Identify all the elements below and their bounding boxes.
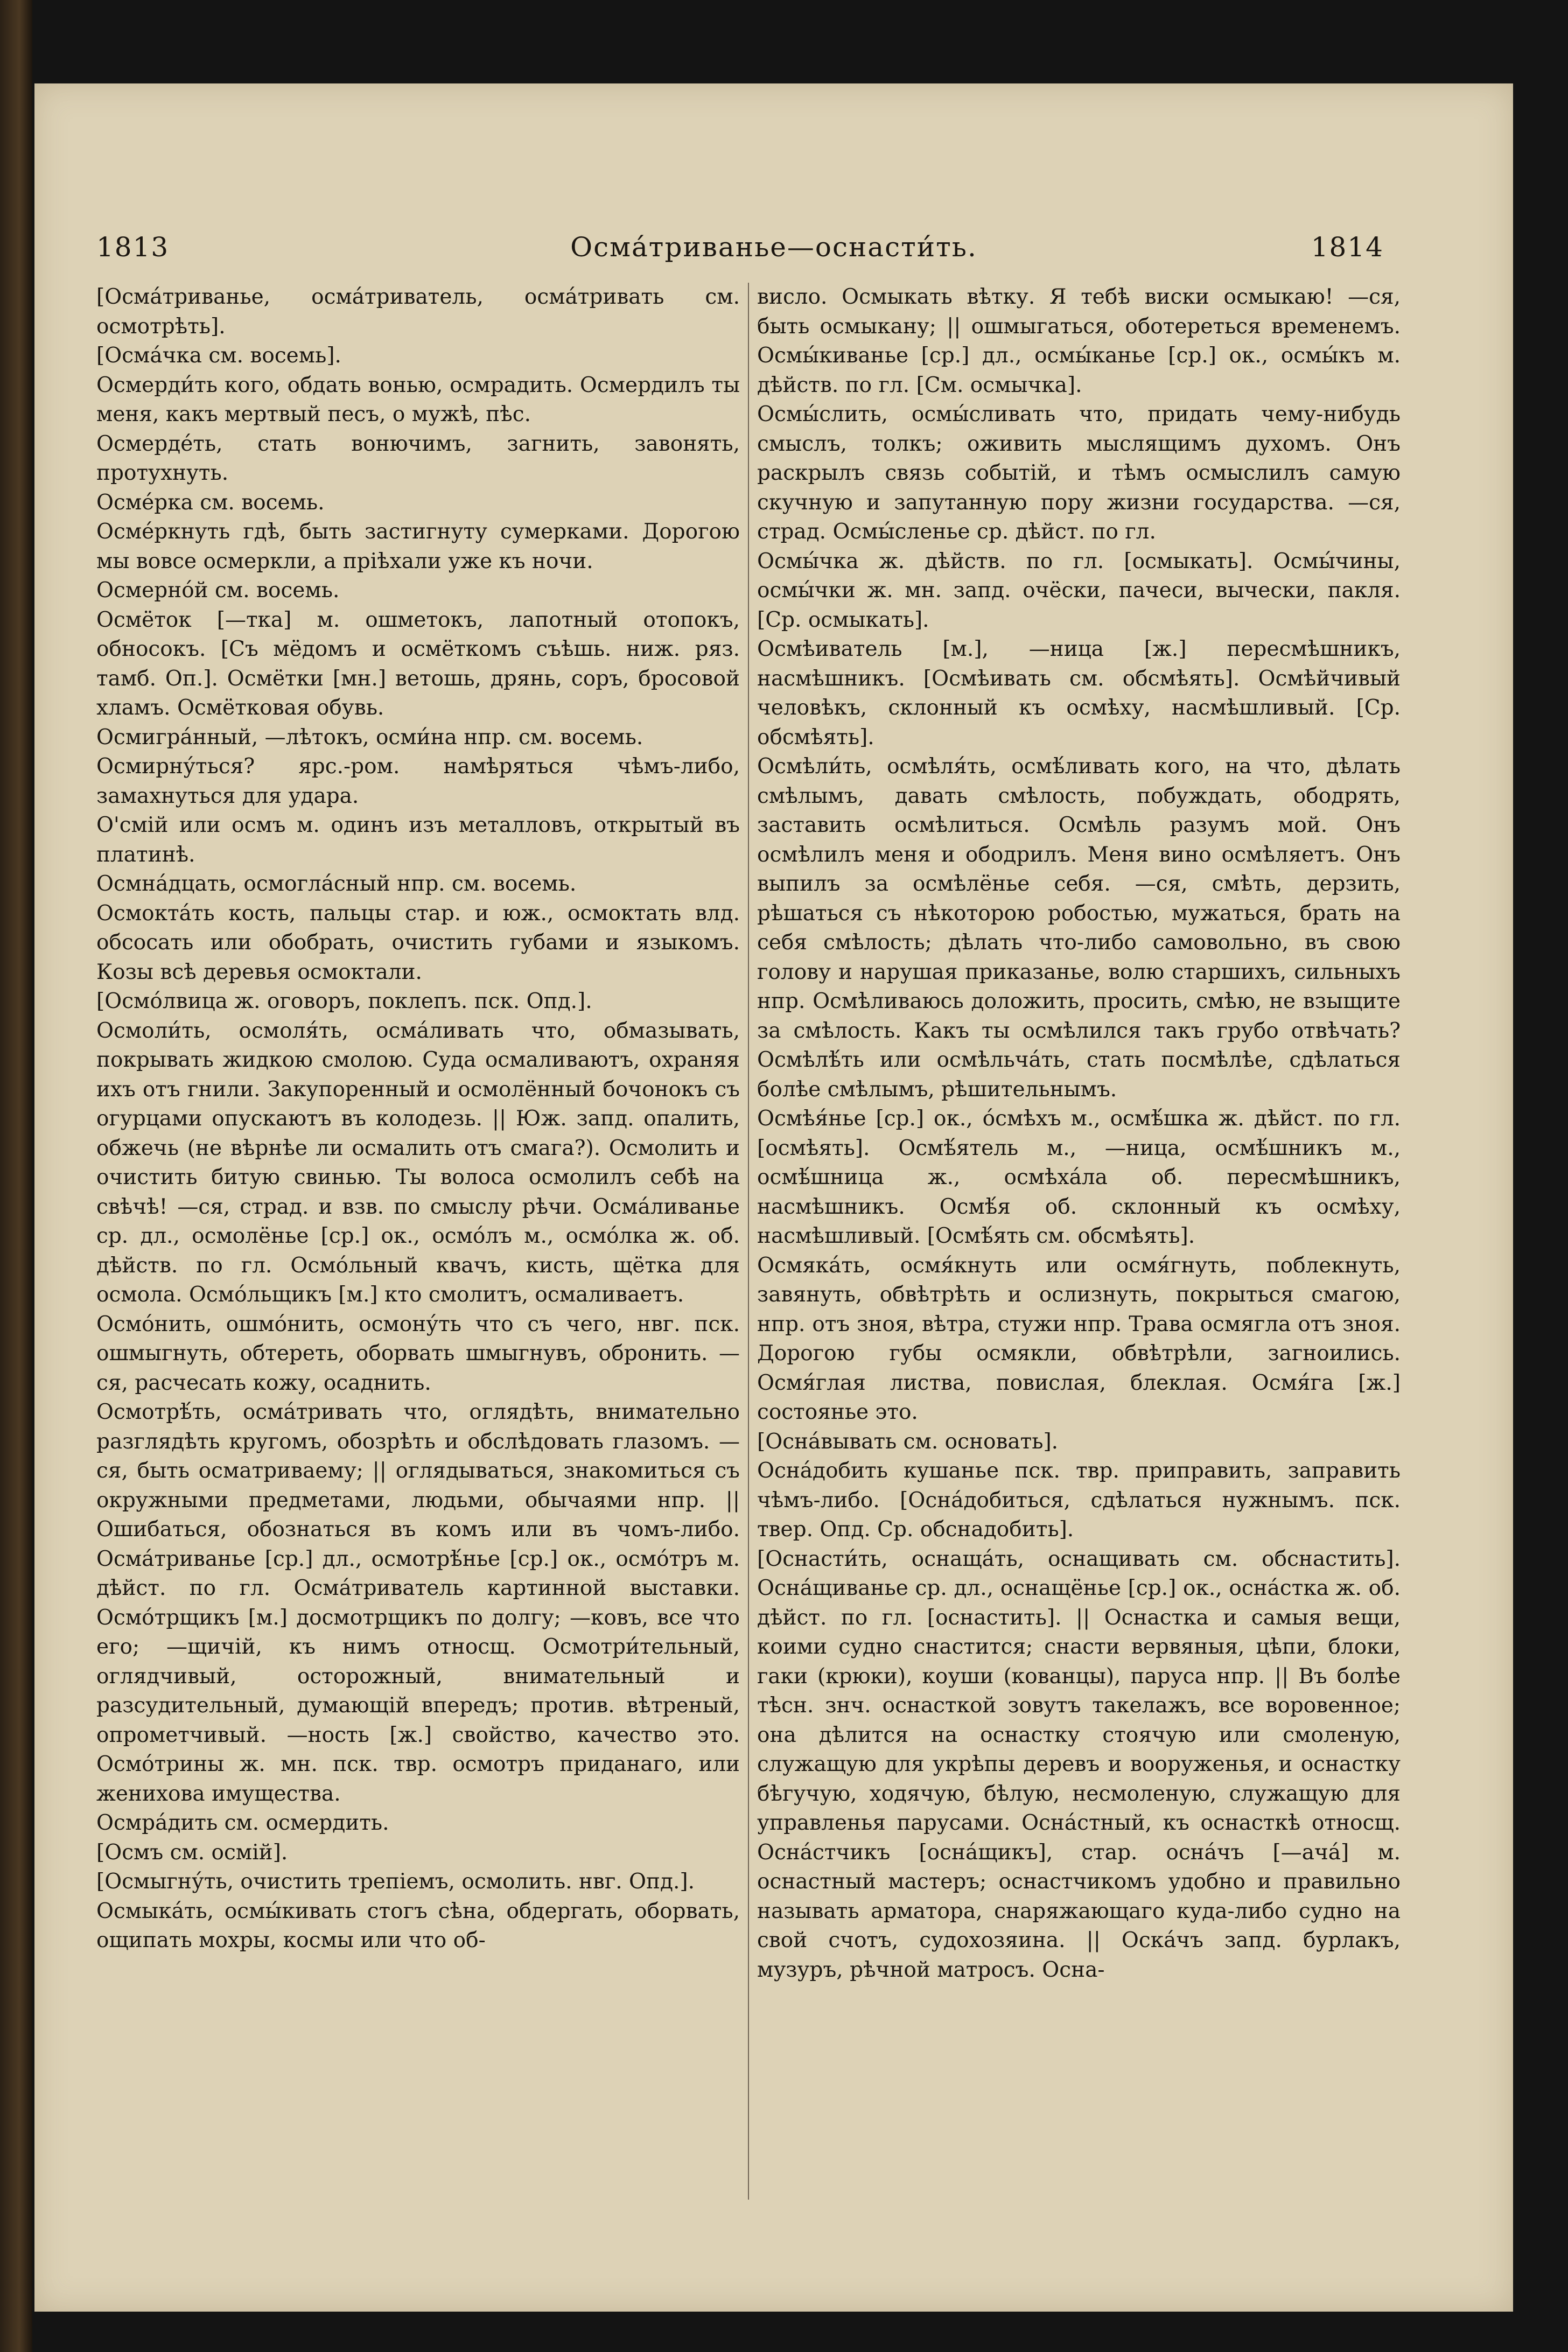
page-number-right: 1814 [1311, 232, 1384, 263]
dictionary-entry: Осмерде́ть, стать вонючимъ, загнить, завонять, протухнуть. [96, 431, 740, 485]
dictionary-entry: Осмоли́ть, осмоля́ть, осма́ливать что, обмазывать, покрывать жидкою смолою. Суда осмаливаютъ, охраняя ихъ отъ гнили. Закупоренный и осмолённый бочонокъ съ огурцами опускаютъ въ колодезь. || Юж. запд. опалить, обжечь (не вѣрнѣе ли осмалить отъ смага?). Осмолить и очистить битую свинью. Ты волоса осмолилъ себѣ на свѣчѣ! —ся, страд. и взв. по смыслу рѣчи. Осма́ливанье ср. дл., осмолёнье [ср.] ок., осмо́лъ м., осмо́лка ж. об. дѣйств. по гл. Осмо́льный квачъ, кисть, щётка для осмола. Осмо́льщикъ [м.] кто смолитъ, осмаливаетъ. [96, 1018, 740, 1307]
dictionary-entry: Осмерди́ть кого, обдать вонью, осмрадить. Осмердилъ ты меня, какъ мертвый песъ, о мужѣ, пѣс. [96, 373, 740, 426]
page-number-left: 1813 [96, 232, 170, 263]
dictionary-entry: Осмыка́ть, осмы́кивать стогъ сѣна, обдергать, оборвать, ощипать мохры, космы или что об- [96, 1899, 740, 1952]
dictionary-entry: Осмёток [—тка] м. ошметокъ, лапотный отопокъ, обносокъ. [Съ мёдомъ и осмёткомъ съѣшь. ниж. ряз. тамб. Оп.]. Осмётки [мн.] ветошь, дрянь, соръ, бросовой хламъ. Осмётковая обувь. [96, 607, 740, 720]
dictionary-entry: [Осма́триванье, осма́триватель, осма́тривать см. осмотрѣть]. [96, 285, 740, 339]
book-binding [0, 0, 32, 2352]
dictionary-entry: [Осмыгну́ть, очистить трепіемъ, осмолить. нвг. Опд.]. [96, 1870, 695, 1894]
page-header [34, 232, 1513, 275]
dictionary-entry: Осмерно́й см. восемь. [96, 578, 340, 603]
dictionary-entry: Осна́добить кушанье пск. твр. приправить, заправить чѣмъ-либо. [Осна́добиться, сдѣлаться нужнымъ. пск. твер. Опд. Ср. обснадобить]. [757, 1459, 1401, 1542]
dictionary-entry: Осмотрѣ́ть, осма́тривать что, оглядѣть, внимательно разглядѣть кругомъ, обозрѣть и обслѣдовать глазомъ. —ся, быть осматриваему; || оглядываться, знакомиться съ окружными предметами, людьми, обычаями нпр. || Ошибаться, обознаться въ комъ или въ чомъ-либо. Осма́триванье [ср.] дл., осмотрѣ́нье [ср.] ок., осмо́тръ м. дѣйст. по гл. Осма́триватель картинной выставки. Осмо́трщикъ [м.] досмотрщикъ по долгу; —ковъ, все что его; —щичій, къ нимъ относщ. Осмотри́тельный, оглядчивый, осторожный, внимательный и разсудительный, думающій впередъ; против. вѣтреный, опрометчивый. —ность [ж.] свойство, качество это. Осмо́трины ж. мн. пск. твр. осмотръ приданаго, или женихова имущества. [96, 1400, 740, 1806]
dictionary-entry: Осмѣиватель [м.], —ница [ж.] пересмѣшникъ, насмѣшникъ. [Осмѣивать см. обсмѣять]. Осмѣйчивый человѣкъ, склонный къ осмѣху, насмѣшливый. [Ср. обсмѣять]. [757, 637, 1401, 750]
running-title: Осма́триванье—оснасти́ть. [570, 232, 977, 263]
left-column [96, 283, 740, 1956]
dictionary-entry: [Осмъ см. осмій]. [96, 1840, 288, 1865]
dictionary-entry: Осмы́чка ж. дѣйств. по гл. [осмыкать]. Осмы́чины, осмы́чки ж. мн. запд. очёски, пачеси, вычески, пакля. [Ср. осмыкать]. [757, 549, 1401, 632]
dictionary-entry: Осме́ркнуть гдѣ, быть застигнуту сумерками. Дорогою мы вовсе осмеркли, а пріѣхали уже къ ночи. [96, 520, 740, 573]
dictionary-entry: висло. Осмыкать вѣтку. Я тебѣ виски осмыкаю! —ся, быть осмыкану; || ошмыгаться, оботереться временемъ. Осмы́киванье [ср.] дл., осмы́канье [ср.] ок., осмы́къ м. дѣйств. по гл. [См. осмычка]. [757, 285, 1401, 397]
dictionary-entry: Осмы́слить, осмы́сливать что, придать чему-нибудь смыслъ, толкъ; оживить мыслящимъ духомъ. Онъ раскрылъ связь событій, и тѣмъ осмыслилъ самую скучную и запутанную пору жизни государства. —ся, страд. Осмы́сленье ср. дѣйст. по гл. [757, 402, 1401, 544]
column-divider [748, 283, 749, 2200]
dictionary-entry: Осмѣли́ть, осмѣля́ть, осмѣ́ливать кого, на что, дѣлать смѣлымъ, давать смѣлость, побуждать, ободрять, заставить осмѣлиться. Осмѣль разумъ мой. Онъ осмѣлилъ меня и ободрилъ. Меня вино осмѣляетъ. Онъ выпилъ за осмѣлёнье себя. —ся, смѣть, дерзить, рѣшаться съ нѣкоторою робостью, мужаться, брать на себя смѣлость; дѣлать что-либо самовольно, въ свою голову и нарушая приказанье, волю старшихъ, сильныхъ нпр. Осмѣливаюсь доложить, просить, смѣю, не взыщите за смѣлость. Какъ ты осмѣлился такъ грубо отвѣчать? Осмѣлѣ́ть или осмѣльча́ть, стать посмѣлѣе, сдѣлаться болѣе смѣлымъ, рѣшительнымъ. [757, 754, 1401, 1102]
right-column [757, 283, 1401, 1985]
dictionary-entry: Осмяка́ть, осмя́кнуть или осмя́гнуть, поблекнуть, завянуть, обвѣтрѣть и ослизнуть, покрыться смагою, нпр. отъ зноя, вѣтра, стужи нпр. Трава осмягла отъ зноя. Дорогою губы осмякли, обвѣтрѣли, загноились. Осмя́глая листва, повислая, блеклая. Осмя́га [ж.] состоянье это. [757, 1253, 1401, 1424]
dictionary-entry: [Осмо́лвица ж. оговоръ, поклепъ. пск. Опд.]. [96, 989, 592, 1013]
dictionary-page [34, 83, 1513, 2312]
dictionary-entry: Осмѣя́нье [ср.] ок., о́смѣхъ м., осмѣ́шка ж. дѣйст. по гл. [осмѣять]. Осмѣ́ятель м., —ница, осмѣ́шникъ м., осмѣ́шница ж., осмѣха́ла об. пересмѣшникъ, насмѣшникъ. Осмѣ́я об. склонный къ осмѣху, насмѣшливый. [Осмѣ́ять см. обсмѣять]. [757, 1107, 1401, 1248]
dictionary-entry: [Оснасти́ть, оснаща́ть, оснащивать см. обснастить]. Осна́щиванье ср. дл., оснащёнье [ср.] ок., осна́стка ж. об. дѣйст. по гл. [оснастить]. || Оснастка и самыя вещи, коими судно снастится; снасти вервяныя, цѣпи, блоки, гаки (крюки), коуши (кованцы), паруса нпр. || Въ болѣе тѣсн. знч. оснасткой зовутъ такелажъ, все воровенное; она дѣлится на оснастку стоячую или смоленую, служащую для укрѣпы деревъ и вооруженья, и оснастку бѣгучую, ходячую, бѣлую, несмоленую, служащую для управленья парусами. Осна́стный, къ оснасткѣ относщ. Осна́стчикъ [осна́щикъ], стар. осна́чъ [—ача́] м. оснастный мастеръ; оснастчикомъ удобно и правильно называть арматора, снаряжающаго куда-либо судно на свой счотъ, судохозяина. || Оска́чъ запд. бурлакъ, музуръ, рѣчной матросъ. Осна- [757, 1546, 1401, 1982]
dictionary-entry: Осмна́дцать, осмогла́сный нпр. см. восемь. [96, 872, 577, 896]
dictionary-entry: [Осна́вывать см. основать]. [757, 1429, 1059, 1454]
dictionary-entry: Осмирну́ться? ярс.-ром. намѣряться чѣмъ-либо, замахнуться для удара. [96, 754, 740, 808]
dictionary-entry: Осмигра́нный, —лѣтокъ, осми́на нпр. см. восемь. [96, 725, 643, 750]
dictionary-entry: [Осма́чка см. восемь]. [96, 344, 341, 368]
dictionary-entry: О'смій или осмъ м. одинъ изъ металловъ, открытый въ платинѣ. [96, 813, 740, 867]
dictionary-entry: Осме́рка см. восемь. [96, 490, 325, 515]
dictionary-entry: Осмо́нить, ошмо́нить, осмону́ть что съ чего, нвг. пск. ошмыгнуть, обтереть, оборвать шмыгнувъ, обронить. —ся, расчесать кожу, осаднить. [96, 1312, 740, 1395]
dictionary-entry: Осмра́дить см. осмердить. [96, 1811, 389, 1835]
dictionary-entry: Осмокта́ть кость, пальцы стар. и юж., осмоктать влд. обсосать или обобрать, очистить губами и языкомъ. Козы всѣ деревья осмоктали. [96, 901, 740, 984]
